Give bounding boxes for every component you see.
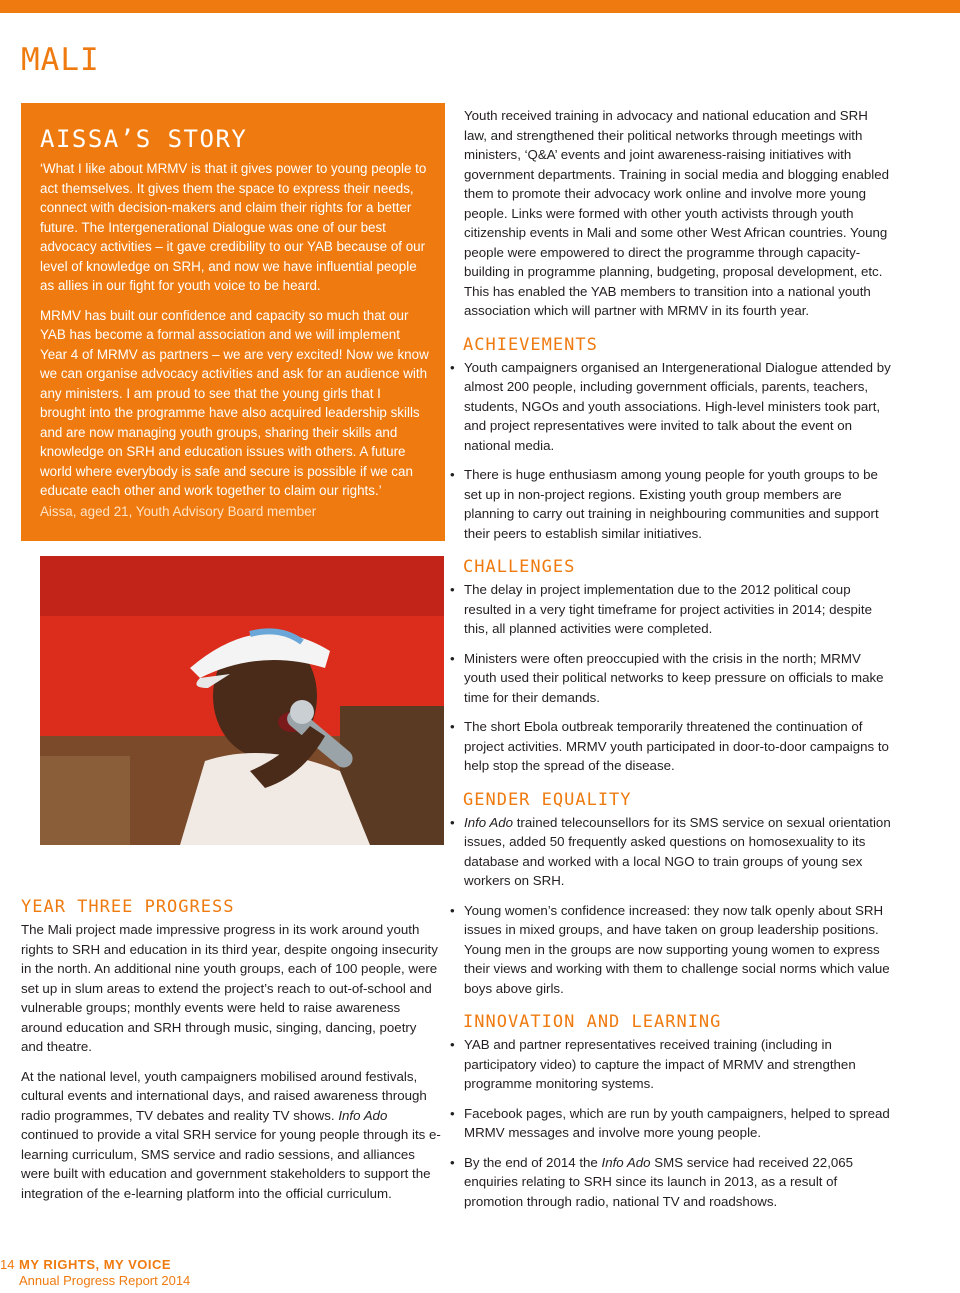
publication-title: MY RIGHTS, MY VOICE (19, 1257, 172, 1272)
progress-body (21, 920, 441, 1203)
page-number: 14 (0, 1257, 15, 1272)
list-item: • Facebook pages, which are run by youth campaigners, helped to spread MRMV messages and involve more young people. (448, 1104, 894, 1143)
list-item: • Youth campaigners organised an Intergenerational Dialogue attended by almost 200 people, including government officials, parents, teachers, students, NGOs and youth associations. High-level ministers took part, and project representatives were invited to talk about the event on national media. (448, 358, 894, 456)
publication-subtitle: Annual Progress Report 2014 (19, 1273, 191, 1288)
singer-illustration (40, 556, 444, 845)
list-item: • By the end of 2014 the Info Ado SMS service had received 22,065 enquiries relating to SRH since its launch in 2013, as a result of promotion through radio, national TV and roadshows. (448, 1153, 894, 1212)
country-title: MALI (21, 42, 100, 78)
top-accent-bar (0, 0, 960, 13)
progress-paragraph: At the national level, youth campaigners mobilised around festivals, cultural events and international days, and raised awareness through radio programmes, TV debates and reality TV shows. Info Ado continued to provide a vital SRH service for young people through its e-learning curriculum, SMS service and radio sessions, and alliances were built with education and government stakeholders to support the integration of the e-learning platform into the official curriculum. (21, 1068, 441, 1201)
innovation-list (448, 1035, 894, 1211)
innovation-heading: INNOVATION AND LEARNING (463, 1012, 722, 1032)
progress-heading: YEAR THREE PROGRESS (21, 897, 235, 917)
story-paragraph: ‘What I like about MRMV is that it gives power to young people to act themselves. It gives them the space to express their needs, connect with decision-makers and claim their rights for a better future. The Intergenerational Dialogue was one of our best advocacy activities – it gave credibility to our YAB because of our level of knowledge on SRH, and now we have influential people as allies in our fight for youth voice to be heard. (40, 161, 427, 293)
story-box (21, 103, 445, 541)
achievements-list (448, 358, 894, 544)
challenges-heading: CHALLENGES (463, 557, 576, 577)
list-item: • The delay in project implementation due to the 2012 political coup resulted in a very tight timeframe for project activities in 2014; despite this, all planned activities were completed. (448, 580, 894, 639)
right-column (464, 106, 894, 1221)
photo-singer (40, 556, 444, 845)
progress-section (21, 897, 441, 1213)
intro-paragraph: Youth received training in advocacy and national education and SRH law, and strengthened their political networks through meetings with ministers, ‘Q&A’ events and joint awareness-raising initiatives with government departments. Training in social media and blogging enabled them to promote their advocacy work online and involve more young people. Links were formed with other youth activists through youth citizenship events in Mali and some other West African countries. Young people were empowered to direct the programme through capacity-building in programme planning, budgeting, proposal development, etc. This has enabled the YAB members to transition into a national youth association which will partner with MRMV in its fourth year. (464, 108, 890, 318)
list-item: • Info Ado trained telecounsellors for its SMS service on sexual orientation issues, added 50 frequently asked questions on homosexuality to its database and worked with a local NGO to train groups of young sex workers on SRH. (448, 813, 894, 891)
list-item: • The short Ebola outbreak temporarily threatened the continuation of project activities. MRMV youth participated in door-to-door campaigns to help stop the spread of the disease. (448, 717, 894, 776)
progress-paragraph: The Mali project made impressive progress in its work around youth rights to SRH and education in its third year, despite ongoing insecurity in the north. An additional nine youth groups, each of 100 people, were set up in slum areas to extend the project’s reach to out-of-school and vulnerable groups; monthly events were held to raise awareness around education and SRH through music, singing, dancing, poetry and theatre. (21, 922, 438, 1054)
list-item: • There is huge enthusiasm among young people for youth groups to be set up in non-project regions. Existing youth group members are planning to carry out training in neighbouring communities and support their peers to establish similar initiatives. (448, 465, 894, 543)
intro-text (464, 106, 894, 321)
achievements-heading: ACHIEVEMENTS (463, 334, 598, 355)
story-body (40, 159, 430, 531)
story-signature: Aissa, aged 21, Youth Advisory Board member (40, 503, 317, 519)
list-item: • YAB and partner representatives received training (including in participatory video) to capture the impact of MRMV and strengthen programme monitoring systems. (448, 1035, 894, 1094)
gender-list (448, 813, 894, 999)
challenges-list (448, 580, 894, 776)
story-paragraph: MRMV has built our confidence and capacity so much that our YAB has become a formal association and we will implement Year 4 of MRMV as partners – we are very excited! Now we know we can organise advocacy activities and ask for an audience with any ministers. I am proud to see that the young girls that I brought into the programme have also acquired leadership skills and are now managing youth groups, sharing their skills and knowledge on SRH and education issues with others. A future world where everybody is safe and secure is possible if we can educate each other and work together to claim our rights.’ (40, 307, 429, 498)
list-item: • Young women’s confidence increased: they now talk openly about SRH issues in mixed groups, and have taken on group leadership positions. Young men in the groups are now supporting young women to express their views and working with them to challenge social norms which value boys above girls. (448, 901, 894, 999)
list-item: • Ministers were often preoccupied with the crisis in the north; MRMV youth used their political networks to keep pressure on officials to make time for their demands. (448, 649, 894, 708)
gender-heading: GENDER EQUALITY (463, 789, 632, 810)
story-title: AISSA’S STORY (40, 125, 248, 153)
